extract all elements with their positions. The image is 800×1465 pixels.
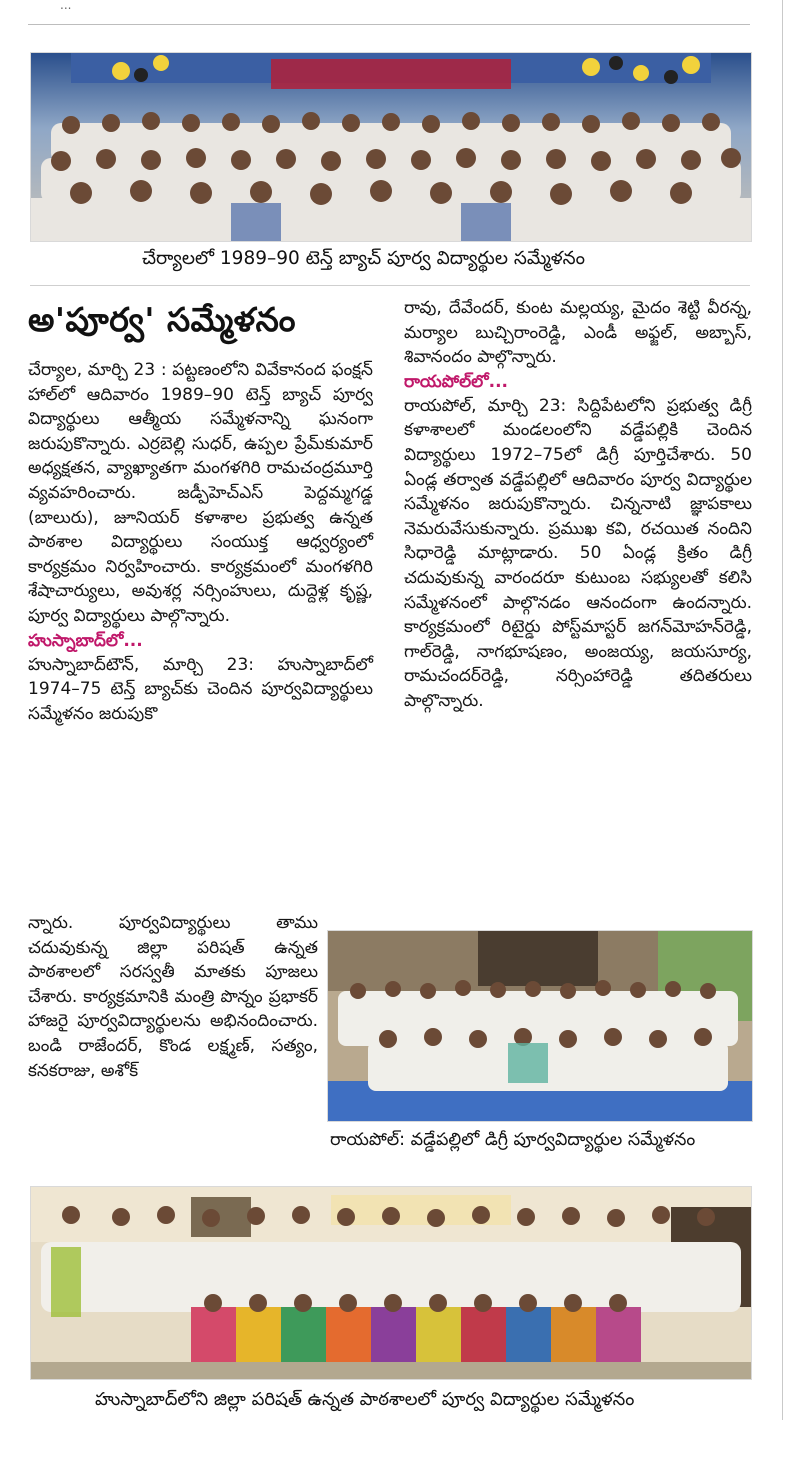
article-column-left bbox=[28, 358, 373, 726]
rayapol-paragraph: రాయపోల్, మార్చి 23: సిద్దిపేటలోని ప్రభుత్వ డిగ్రీ కళాశాలలో మండలంలోని వడ్డేపల్లికి చెందిన విద్యార్థులు 1972–75లో డిగ్రీ పూర్తిచేశారు. 50 ఏండ్ల తర్వాత వడ్డేపల్లిలో ఆదివారం పూర్వ విద్యార్థుల సమ్మేళనం జరుపుకొన్నారు. చిన్ననాటి జ్ఞాపకాలు నెమరువేసుకున్నారు. ప్రముఖ కవి, రచయిత నందిని సిధారెడ్డి మాట్లాడారు. 50 ఏండ్ల క్రితం డిగ్రీ చదువుకున్న వారందరూ కుటుంబ సభ్యులతో కలిసి సమ్మేళనంలో పాల్గొనడం ఆనందంగా ఉందన్నారు. కార్యక్రమంలో రిటైర్డు పోస్ట్‌మాస్టర్ జగన్‌మోహన్‌రెడ్డి, గాల్‌రెడ్డి, నాగభూషణం, అంజయ్య, జయసూర్య, రామచందర్‌రెడ్డి, నర్సింహారెడ్డి తదితరులు పాల్గొన్నారు. bbox=[404, 395, 752, 711]
husnabad-paragraph-cont: న్నారు. పూర్వవిద్యార్థులు తాము చదువుకున్న జిల్లా పరిషత్ ఉన్నత పాఠశాలలో సరస్వతీ మాతకు పూజలు చేశారు. కార్యక్రమానికి మంత్రి పొన్నం ప్రభాకర్ హాజరై పూర్వవిద్యార్థులను అభినందించారు. బండి రాజేందర్, కొండ లక్ష్మణ్, సత్యం, కనకరాజు, అశోక్ bbox=[28, 913, 318, 1081]
photo-husnabad-image bbox=[31, 1187, 751, 1379]
page-headline: అ'పూర్వ' సమ్మేళనం bbox=[28, 300, 296, 339]
photo-cheryala-batch bbox=[30, 52, 752, 242]
husnabad-paragraph: హుస్నాబాద్‌టౌన్, మార్చి 23: హుస్నాబాద్‌లో 1974–75 టెన్త్ బ్యాచ్‌కు చెందిన పూర్వవిద్యార్థులు సమ్మేళనం జరుపుకొ bbox=[28, 654, 373, 724]
article-column-left-narrow bbox=[28, 911, 318, 1083]
top-divider bbox=[28, 24, 750, 25]
names-paragraph: రావు, దేవేందర్, కుంట మల్లయ్య, మైదం శెట్టి వీరన్న, మర్యాల బుచ్చిరాంరెడ్డి, ఎండీ అఫ్జల్, అబ్బాస్, శివానందం పాల్గొన్నారు. bbox=[404, 298, 752, 368]
photo-rayapol-image bbox=[328, 931, 752, 1121]
photo-rayapol bbox=[327, 930, 753, 1122]
caption-underline bbox=[30, 285, 750, 286]
photo-husnabad bbox=[30, 1186, 752, 1380]
article-column-right bbox=[404, 296, 752, 714]
photo-cheryala-caption: చేర్యాలలో 1989–90 టెన్త్ బ్యాచ్ పూర్వ విద్యార్థుల సమ్మేళనం bbox=[142, 248, 586, 269]
rayapol-subhead: రాయపోల్‌లో... bbox=[404, 371, 509, 392]
column-divider bbox=[782, 0, 783, 1420]
photo-cheryala-image bbox=[31, 53, 751, 241]
husnabad-subhead: హుస్నాబాద్‌లో... bbox=[28, 630, 143, 651]
cheryala-paragraph: చేర్యాల, మార్చి 23 : పట్టణంలోని వివేకానంద ఫంక్షన్ హాల్‌లో ఆదివారం 1989–90 టెన్త్ బ్యాచ్ పూర్వ విద్యార్థులు ఆత్మీయ సమ్మేళనాన్ని ఘనంగా జరుపుకొన్నారు. ఎర్రబెల్లి సుధర్, ఉప్పల ప్రేమ్‌కుమార్ అధ్యక్షతన, వ్యాఖ్యాతగా మంగళగిరి రామచంద్రమూర్తి వ్యవహరించారు. జడ్పీహెచ్‌ఎస్ పెద్దమ్మగడ్డ (బాలురు), జూనియర్ కళాశాల ప్రభుత్వ ఉన్నత పాఠశాల విద్యార్థులు సంయుక్త ఆధ్వర్యంలో కార్యక్రమం నిర్వహించారు. కార్యక్రమంలో మంగళగిరి శేషాచార్యులు, అవుశర్ల నర్సింహులు, దుద్దెళ్ల కృష్ణ, పూర్వ విద్యార్థులు పాల్గొన్నారు. bbox=[28, 360, 373, 626]
photo-husnabad-caption: హుస్నాబాద్‌లోని జిల్లా పరిషత్ ఉన్నత పాఠశాలలో పూర్వ విద్యార్థుల సమ్మేళనం bbox=[95, 1389, 635, 1410]
top-cut-text: ... bbox=[60, 0, 72, 10]
photo-rayapol-caption: రాయపోల్: వడ్డేపల్లిలో డిగ్రీ పూర్వవిద్యార్థుల సమ్మేళనం bbox=[330, 1130, 696, 1150]
